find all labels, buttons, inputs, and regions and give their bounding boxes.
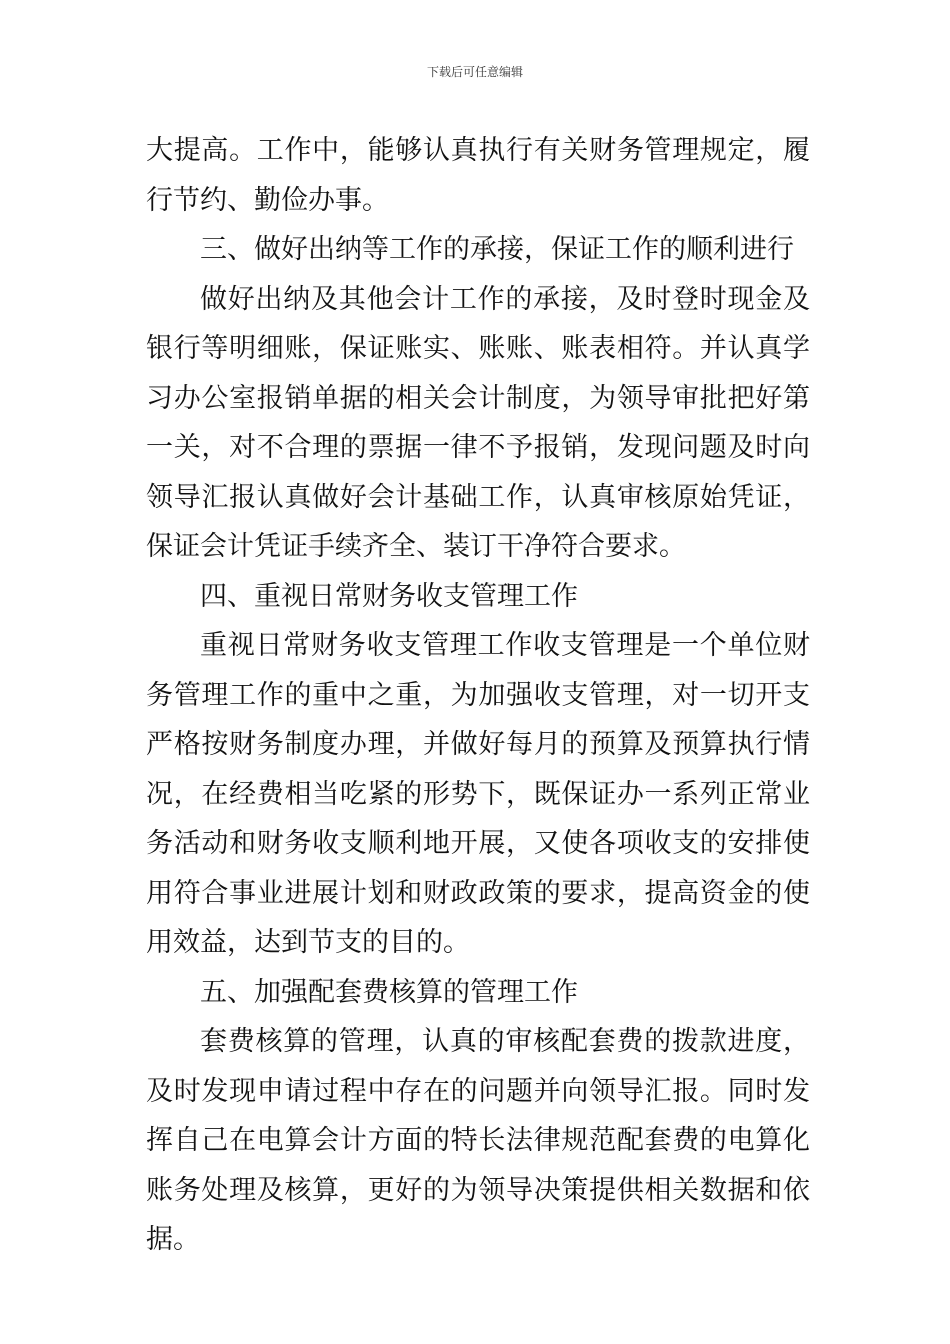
section-heading-4: 四、重视日常财务收支管理工作 bbox=[200, 580, 578, 612]
section-heading-3: 三、做好出纳等工作的承接，保证工作的顺利进行 bbox=[200, 234, 794, 265]
paragraph-daily-finance: 重视日常财务收支管理工作收支管理是一个单位财务管理工作的重中之重，为加强收支管理，对一切开支严格按财务制度办理，并做好每月的预算及预算执行情况，在经费相当吃紧的形势下，既保证办一系列正常业务活动和财务收支顺利地开展，又使各项收支的安排使用符合事业进展计划和财政政策的要求，提高资金的使用效益，达到节支的目的。 bbox=[146, 630, 810, 958]
paragraph-supporting-fees: 套费核算的管理，认真的审核配套费的拨款进度，及时发现申请过程中存在的问题并向领导汇报。同时发挥自己在电算会计方面的特长法律规范配套费的电算化账务处理及核算，更好的为领导决策提供相关数据和依据。 bbox=[146, 1026, 810, 1255]
document-body bbox=[146, 126, 810, 1265]
paragraph-continuation: 大提高。工作中，能够认真执行有关财务管理规定，履行节约、勤俭办事。 bbox=[146, 135, 810, 216]
section-heading-5: 五、加强配套费核算的管理工作 bbox=[200, 976, 578, 1008]
paragraph-cashier-handover: 做好出纳及其他会计工作的承接，及时登时现金及银行等明细账，保证账实、账账、账表相符。并认真学习办公室报销单据的相关会计制度，为领导审批把好第一关，对不合理的票据一律不予报销，发现问题及时向领导汇报认真做好会计基础工作，认真审核原始凭证，保证会计凭证手续齐全、装订干净符合要求。 bbox=[146, 283, 810, 562]
page-header: 下载后可任意编辑 bbox=[426, 65, 523, 79]
